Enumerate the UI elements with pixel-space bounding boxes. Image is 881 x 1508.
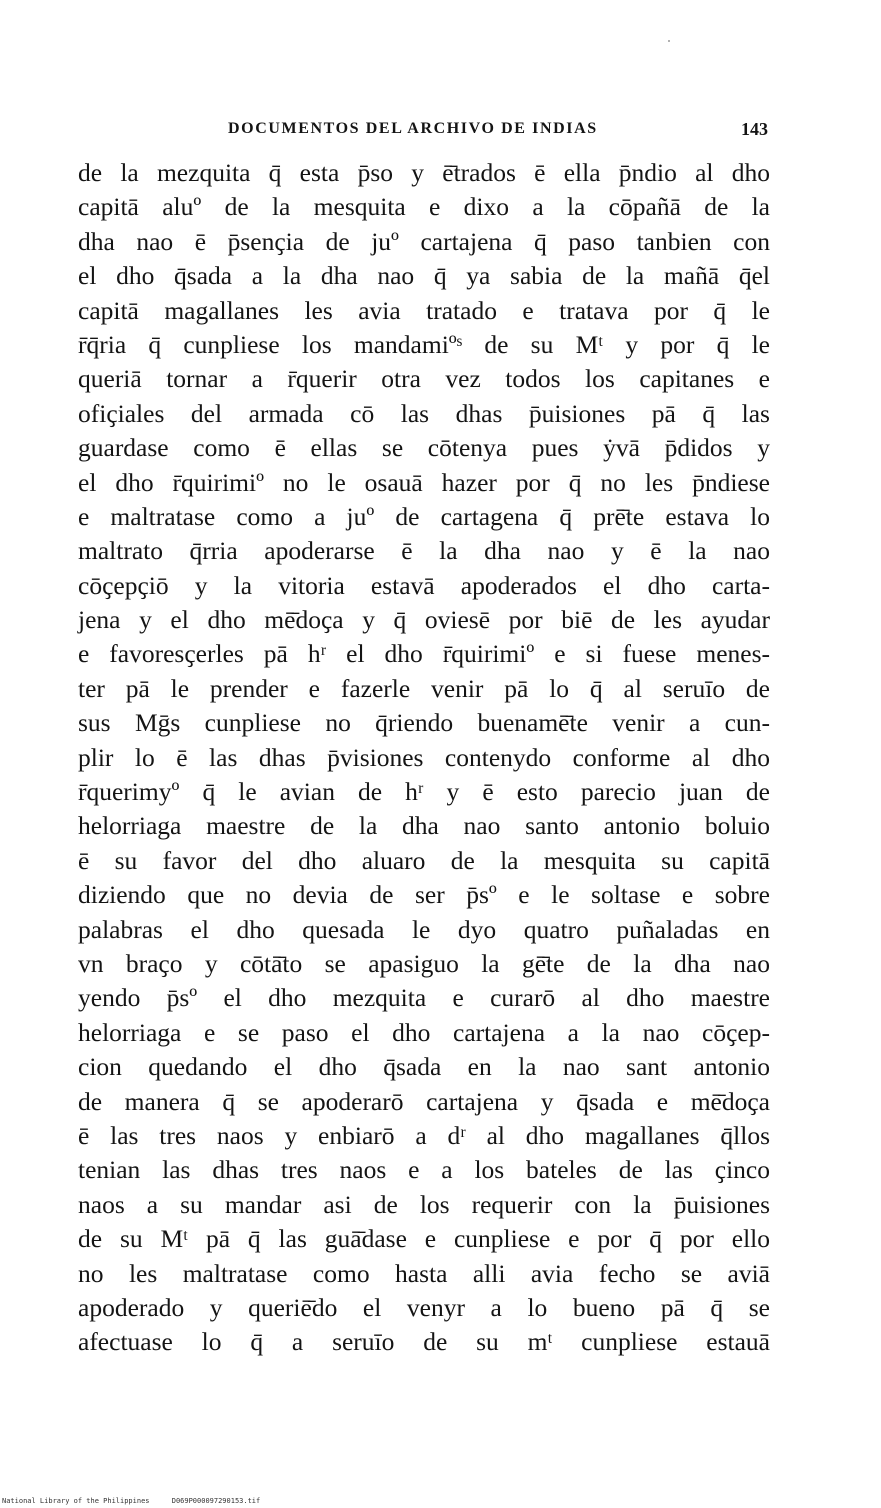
text-line: naos a su mandar asi de los requerir con la p̄uisiones (78, 1189, 770, 1219)
text-line: de manera q̄ se apoderarō cartajena y q̄sada e mē̄doҫa (78, 1086, 770, 1116)
text-line: yendo p̄sº el dho mezquita e curarō al dho maestre (78, 983, 770, 1013)
text-line: diziendo que no devia de ser p̄sº e le soltase e sobre (78, 880, 770, 910)
text-line: palabras el dho quesada le dyo quatro puñaladas en (78, 914, 770, 944)
text-line: de su Mᵗ pā q̄ las guā̄dase e cunpliese e por q̄ por ello (78, 1224, 770, 1254)
text-line: ē las tres naos y enbiarō a dʳ al dho magallanes q̄llos (78, 1120, 770, 1150)
text-line: vn braҫo y cōtā̄to se apasiguo la gē̄te de la dha nao (78, 948, 770, 978)
text-line: apoderado y queriē̄do el venyr a lo bueno pā q̄ se (78, 1292, 770, 1322)
text-line: ter pā le prender e fazerle venir pā lo q̄ al seruīo de (78, 673, 770, 703)
text-line: capitā magallanes les avia tratado e tratava por q̄ le (78, 295, 770, 325)
text-line: maltrato q̄rria apoderarse ē la dha nao y ē la nao (78, 536, 770, 566)
scan-footer (2, 1497, 278, 1506)
text-line: de la mezquita q̄ esta p̄so y ē̄trados ē ella p̄ndio al dho (78, 158, 770, 187)
text-line: cion quedando el dho q̄sada en la nao sant antonio (78, 1052, 770, 1082)
body-text (78, 156, 770, 1360)
text-line: ē su favor del dho aluaro de la mesquita su capitā (78, 845, 770, 875)
text-line: r̄querimyº q̄ le avian de hʳ y ē esto parecio juan de (78, 777, 770, 807)
page-number: 143 (741, 119, 768, 139)
paper-speck (668, 40, 670, 42)
text-line: el dho r̄quirimiº no le osauā hazer por q̄ no les p̄ndiese (78, 467, 770, 497)
text-line: capitā aluº de la mesquita e dixo a la cōpañā de la (78, 192, 770, 222)
text-line: cōҫepҫiō y la vitoria estavā apoderados el dho carta- (78, 570, 770, 600)
text-line: helorriaga e se paso el dho cartajena a la nao cōҫep- (78, 1017, 770, 1047)
text-line: el dho q̄sada a la dha nao q̄ ya sabia de la mañā q̄el (78, 261, 770, 291)
running-header (78, 116, 770, 142)
library-credit: National Library of the Philippines (2, 1497, 150, 1505)
text-line: e maltratase como a juº de cartagena q̄ prē̄te estava lo (78, 501, 770, 531)
text-line: r̄q̄ria q̄ cunpliese los mandamiºˢ de su Mᵗ y por q̄ le (78, 329, 770, 359)
text-line: ofiҫiales del armada cō las dhas p̄uisiones pā q̄ las (78, 398, 770, 428)
text-line: sus Mḡs cunpliese no q̄riendo buenamē̄te venir a cun- (78, 708, 770, 738)
text-line: plir lo ē las dhas p̄visiones contenydo conforme al dho (78, 742, 770, 772)
running-title: DOCUMENTOS DEL ARCHIVO DE INDIAS (228, 120, 598, 137)
text-line: jena y el dho mē̄doҫa y q̄ oviesē por biē de les ayudar (78, 605, 770, 635)
text-line: no les maltratase como hasta alli avia fecho se aviā (78, 1258, 770, 1288)
text-line: dha nao ē p̄senҫia de juº cartajena q̄ paso tanbien con (78, 226, 770, 256)
text-line: guardase como ē ellas se cōtenya pues ẏvā p̄didos y (78, 433, 770, 463)
text-line: helorriaga maestre de la dha nao santo antonio boluio (78, 811, 770, 841)
text-line: afectuase lo q̄ a seruīo de su mᵗ cunpliese estauā (78, 1327, 770, 1357)
text-line: queriā tornar a r̄querir otra vez todos los capitanes e (78, 364, 770, 394)
text-line: tenian las dhas tres naos e a los bateles de las ҫinco (78, 1155, 770, 1185)
scan-filename: D069P000097290153.tif (171, 1497, 261, 1505)
text-line: e favoresҫerles pā hʳ el dho r̄quirimiº e si fuese menes- (78, 639, 770, 669)
